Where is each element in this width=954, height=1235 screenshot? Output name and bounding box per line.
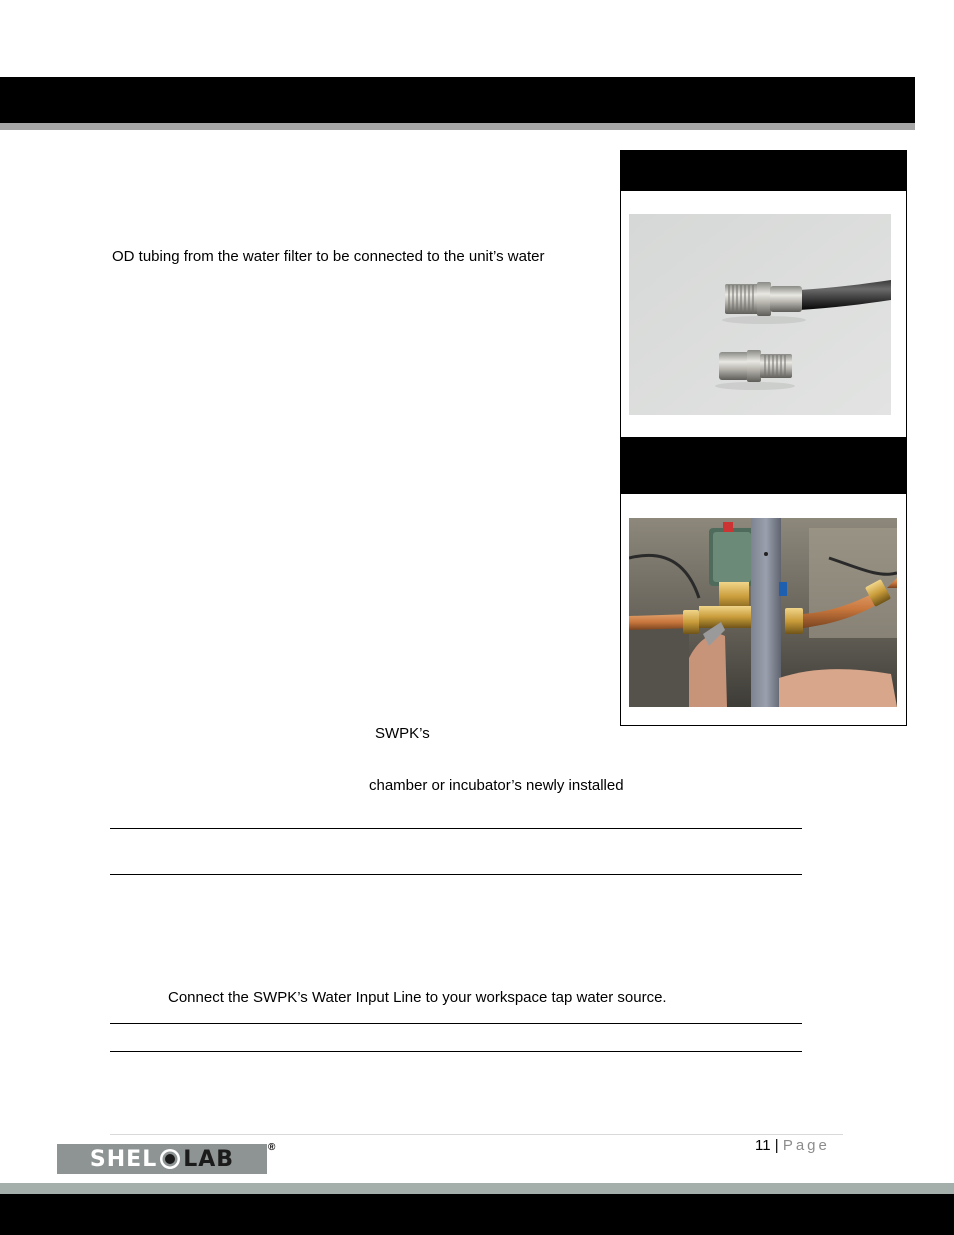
header-rule [0,123,915,130]
body-text-swpk: SWPK’s [375,725,430,742]
table-rule-1 [110,828,802,829]
page-number-value: 11 [755,1137,771,1154]
registered-mark: ® [268,1142,276,1153]
footer-rule [110,1134,843,1135]
photo-tube-fittings [629,214,891,415]
logo-text-shel: SHEL [89,1146,158,1172]
valve-illustration [629,518,897,707]
logo-text-lab: LAB [183,1146,235,1172]
shellab-logo [57,1143,277,1175]
footer-black-band [0,1194,954,1235]
photo-solenoid-valve [629,518,897,707]
table-rule-3 [110,1023,802,1024]
page-label: Page [782,1137,830,1154]
figure-panel [620,150,907,726]
figure-caption-bar-2 [621,437,906,494]
table-rule-2 [110,874,802,875]
page-number-separator: | [774,1137,779,1154]
header-band [0,77,915,123]
fittings-illustration [629,214,891,415]
table-rule-4 [110,1051,802,1052]
logo-target-icon [158,1147,182,1171]
body-text-connect: Connect the SWPK’s Water Input Line to your workspace tap water source. [168,989,667,1006]
body-text-chamber: chamber or incubator’s newly installed [369,777,624,794]
footer-gray-band [0,1183,954,1194]
logo-wordmark [57,1144,267,1174]
figure-caption-bar-1 [621,151,906,191]
body-text-tubing: OD tubing from the water filter to be connected to the unit’s water [112,248,545,265]
page-number [755,1137,830,1155]
